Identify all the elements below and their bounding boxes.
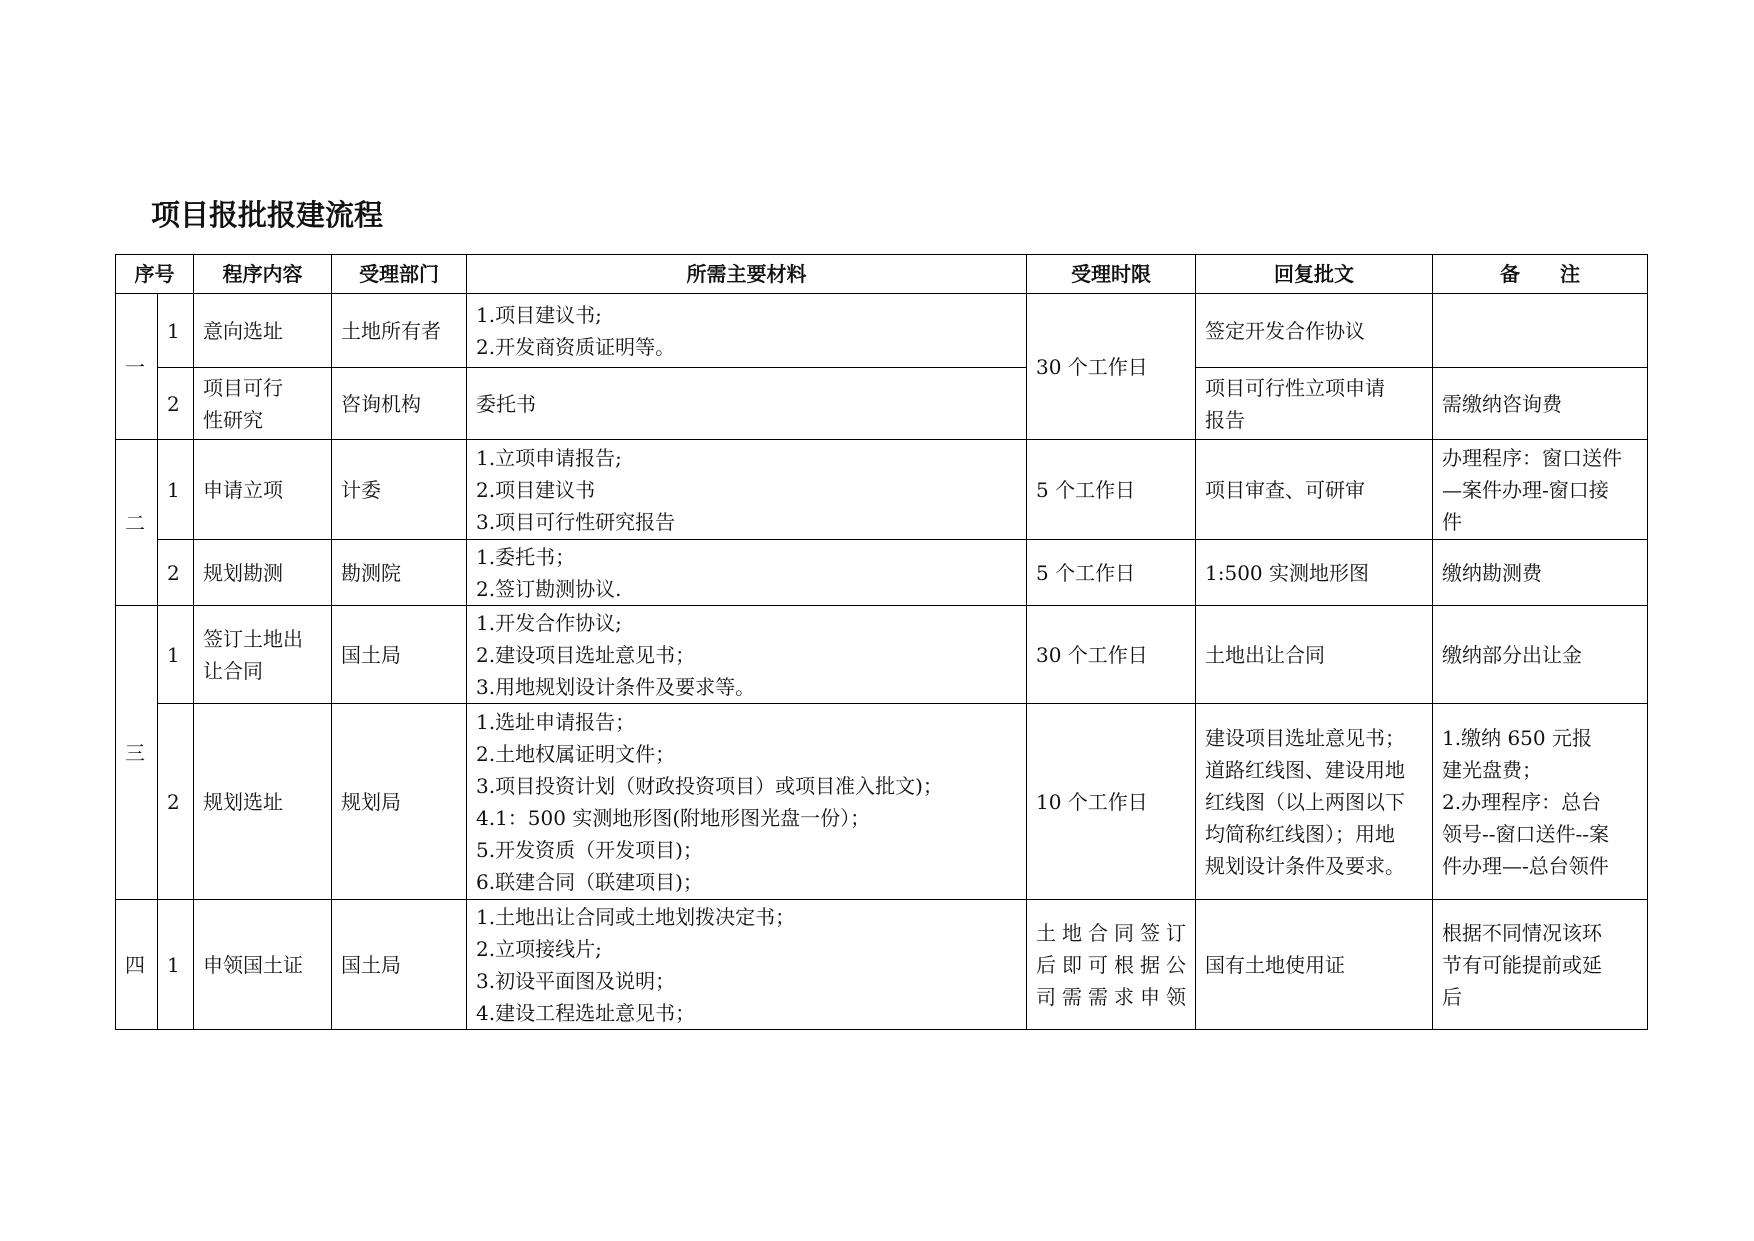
table-row bbox=[116, 440, 1648, 540]
step-notes bbox=[1433, 368, 1648, 440]
step-content bbox=[194, 440, 332, 540]
phase-label bbox=[116, 900, 158, 1030]
step-materials-line: 6.联建合同（联建项目)； bbox=[476, 869, 703, 894]
step-dept bbox=[332, 294, 467, 368]
step-time-line: 30 个工作日 bbox=[1036, 642, 1148, 667]
step-number bbox=[158, 704, 194, 900]
step-materials-line: 2.开发商资质证明等。 bbox=[476, 334, 676, 359]
step-materials bbox=[467, 606, 1027, 704]
step-reply-line: 报告 bbox=[1205, 407, 1245, 432]
step-dept-line: 咨询机构 bbox=[341, 391, 421, 416]
step-materials-line: 1.委托书； bbox=[476, 544, 576, 569]
step-reply bbox=[1196, 704, 1433, 900]
step-reply-line: 道路红线图、建设用地 bbox=[1205, 757, 1405, 782]
step-number bbox=[158, 294, 194, 368]
step-time-line: 后即可根据公 bbox=[1036, 952, 1186, 977]
step-time-line: 10 个工作日 bbox=[1036, 789, 1148, 814]
step-content bbox=[194, 294, 332, 368]
header-seq: 序号 bbox=[116, 255, 194, 294]
approval-process-table bbox=[115, 254, 1648, 1030]
step-notes-line: 件 bbox=[1442, 509, 1462, 534]
step-content bbox=[194, 540, 332, 606]
header-materials: 所需主要材料 bbox=[467, 255, 1027, 294]
step-notes bbox=[1433, 900, 1648, 1030]
step-notes bbox=[1433, 294, 1648, 368]
step-notes bbox=[1433, 440, 1648, 540]
step-dept bbox=[332, 606, 467, 704]
step-notes-line: 2.办理程序：总台 bbox=[1442, 789, 1602, 814]
step-number bbox=[158, 440, 194, 540]
step-materials bbox=[467, 900, 1027, 1030]
table-row bbox=[116, 900, 1648, 1030]
step-reply-line: 项目可行性立项申请 bbox=[1205, 375, 1385, 400]
step-dept-line: 计委 bbox=[341, 477, 381, 502]
step-reply-line: 建设项目选址意见书； bbox=[1205, 725, 1405, 750]
step-notes-line: 建光盘费； bbox=[1442, 757, 1542, 782]
step-content-line: 规划勘测 bbox=[203, 560, 283, 585]
step-reply-line: 规划设计条件及要求。 bbox=[1205, 853, 1405, 878]
step-materials bbox=[467, 368, 1027, 440]
step-dept-line: 规划局 bbox=[341, 789, 401, 814]
phase-label-line: 一 bbox=[125, 354, 145, 379]
header-dept: 受理部门 bbox=[332, 255, 467, 294]
step-number-line: 1 bbox=[167, 952, 180, 977]
step-content-line: 申请立项 bbox=[203, 477, 283, 502]
step-number bbox=[158, 540, 194, 606]
step-materials bbox=[467, 440, 1027, 540]
step-notes bbox=[1433, 704, 1648, 900]
step-number-line: 2 bbox=[167, 560, 180, 585]
header-reply: 回复批文 bbox=[1196, 255, 1433, 294]
step-reply-line: 均简称红线图）；用地 bbox=[1205, 821, 1395, 846]
table-body bbox=[116, 294, 1648, 1030]
step-reply bbox=[1196, 606, 1433, 704]
step-materials-line: 委托书 bbox=[476, 391, 536, 416]
step-reply bbox=[1196, 540, 1433, 606]
step-notes-line: 领号--窗口送件--案 bbox=[1442, 821, 1610, 846]
step-number-line: 1 bbox=[167, 477, 180, 502]
table-row bbox=[116, 606, 1648, 704]
step-time bbox=[1027, 900, 1196, 1030]
step-time-line: 5 个工作日 bbox=[1036, 560, 1136, 585]
step-dept bbox=[332, 368, 467, 440]
step-number-line: 1 bbox=[167, 318, 180, 343]
step-materials-line: 2.项目建议书 bbox=[476, 477, 596, 502]
step-materials bbox=[467, 704, 1027, 900]
step-reply-line: 签定开发合作协议 bbox=[1205, 318, 1365, 343]
phase-label bbox=[116, 606, 158, 900]
step-reply bbox=[1196, 368, 1433, 440]
step-materials bbox=[467, 540, 1027, 606]
step-reply-line: 红线图（以上两图以下 bbox=[1205, 789, 1405, 814]
page-title: 项目报批报建流程 bbox=[151, 198, 384, 232]
step-materials-line: 3.用地规划设计条件及要求等。 bbox=[476, 674, 756, 699]
step-dept-line: 土地所有者 bbox=[341, 318, 441, 343]
step-content-line: 性研究 bbox=[203, 407, 263, 432]
phase-label bbox=[116, 294, 158, 440]
step-time-line: 土地合同签订 bbox=[1036, 920, 1186, 945]
table-row bbox=[116, 540, 1648, 606]
step-reply bbox=[1196, 440, 1433, 540]
step-notes-line: 需缴纳咨询费 bbox=[1442, 391, 1562, 416]
step-notes bbox=[1433, 540, 1648, 606]
step-materials-line: 2.立项接线片; bbox=[476, 936, 602, 961]
step-materials bbox=[467, 294, 1027, 368]
step-materials-line: 4.建设工程选址意见书； bbox=[476, 1000, 696, 1025]
step-content bbox=[194, 704, 332, 900]
table-row bbox=[116, 368, 1648, 440]
step-time bbox=[1027, 606, 1196, 704]
step-number bbox=[158, 606, 194, 704]
step-reply bbox=[1196, 900, 1433, 1030]
step-time bbox=[1027, 294, 1196, 440]
step-time bbox=[1027, 704, 1196, 900]
step-dept-line: 勘测院 bbox=[341, 560, 401, 585]
step-notes-line: 后 bbox=[1442, 984, 1462, 1009]
step-materials-line: 1.开发合作协议; bbox=[476, 610, 622, 635]
step-content bbox=[194, 900, 332, 1030]
step-content-line: 规划选址 bbox=[203, 789, 283, 814]
phase-label-line: 二 bbox=[125, 510, 145, 535]
step-content bbox=[194, 606, 332, 704]
step-dept bbox=[332, 900, 467, 1030]
step-notes-line: 件办理—-总台领件 bbox=[1442, 853, 1609, 878]
step-materials-line: 3.项目可行性研究报告 bbox=[476, 509, 676, 534]
table-row bbox=[116, 294, 1648, 368]
step-materials-line: 4.1：500 实测地形图(附地形图光盘一份）； bbox=[476, 805, 871, 830]
step-materials-line: 2.土地权属证明文件； bbox=[476, 741, 676, 766]
step-notes bbox=[1433, 606, 1648, 704]
step-notes-line: 根据不同情况该环 bbox=[1442, 920, 1602, 945]
step-number bbox=[158, 368, 194, 440]
table-header-row bbox=[116, 255, 1648, 294]
step-materials-line: 3.初设平面图及说明； bbox=[476, 968, 676, 993]
phase-label-line: 三 bbox=[125, 740, 145, 765]
step-materials-line: 1.选址申请报告； bbox=[476, 709, 636, 734]
step-time-line: 司需需求申领 bbox=[1036, 984, 1186, 1009]
step-reply-line: 土地出让合同 bbox=[1205, 642, 1325, 667]
step-number bbox=[158, 900, 194, 1030]
step-reply-line: 1:500 实测地形图 bbox=[1205, 560, 1369, 585]
step-time-line: 30 个工作日 bbox=[1036, 354, 1148, 379]
step-notes-line: —案件办理-窗口接 bbox=[1442, 477, 1609, 502]
step-content-line: 让合同 bbox=[203, 658, 263, 683]
step-notes-line: 办理程序：窗口送件 bbox=[1442, 445, 1622, 470]
step-number-line: 2 bbox=[167, 391, 180, 416]
step-content-line: 项目可行 bbox=[203, 375, 283, 400]
step-dept-line: 国土局 bbox=[341, 642, 401, 667]
step-reply-line: 国有土地使用证 bbox=[1205, 952, 1345, 977]
step-dept bbox=[332, 540, 467, 606]
step-time bbox=[1027, 540, 1196, 606]
step-materials-line: 5.开发资质（开发项目)； bbox=[476, 837, 703, 862]
step-notes-line: 缴纳勘测费 bbox=[1442, 560, 1542, 585]
step-dept-line: 国土局 bbox=[341, 952, 401, 977]
step-notes-line: 缴纳部分出让金 bbox=[1442, 642, 1582, 667]
step-materials-line: 3.项目投资计划（财政投资项目）或项目准入批文)； bbox=[476, 773, 943, 798]
step-content-line: 申领国土证 bbox=[203, 952, 303, 977]
step-notes-line: 节有可能提前或延 bbox=[1442, 952, 1602, 977]
phase-label-line: 四 bbox=[125, 952, 145, 977]
step-notes-line: 1.缴纳 650 元报 bbox=[1442, 725, 1592, 750]
step-materials-line: 1.土地出让合同或土地划拨决定书； bbox=[476, 904, 796, 929]
step-materials-line: 2.签订勘测协议. bbox=[476, 576, 622, 601]
step-reply bbox=[1196, 294, 1433, 368]
header-content: 程序内容 bbox=[194, 255, 332, 294]
step-number-line: 2 bbox=[167, 789, 180, 814]
header-notes: 备 注 bbox=[1433, 255, 1648, 294]
table-row bbox=[116, 704, 1648, 900]
step-dept bbox=[332, 704, 467, 900]
phase-label bbox=[116, 440, 158, 606]
step-dept bbox=[332, 440, 467, 540]
step-time bbox=[1027, 440, 1196, 540]
step-time-line: 5 个工作日 bbox=[1036, 477, 1136, 502]
step-content-line: 意向选址 bbox=[203, 318, 283, 343]
step-materials-line: 2.建设项目选址意见书； bbox=[476, 642, 696, 667]
header-time: 受理时限 bbox=[1027, 255, 1196, 294]
step-content-line: 签订土地出 bbox=[203, 626, 303, 651]
step-content bbox=[194, 368, 332, 440]
step-materials-line: 1.项目建议书; bbox=[476, 302, 602, 327]
step-materials-line: 1.立项申请报告; bbox=[476, 445, 622, 470]
step-reply-line: 项目审查、可研审 bbox=[1205, 477, 1365, 502]
step-number-line: 1 bbox=[167, 642, 180, 667]
